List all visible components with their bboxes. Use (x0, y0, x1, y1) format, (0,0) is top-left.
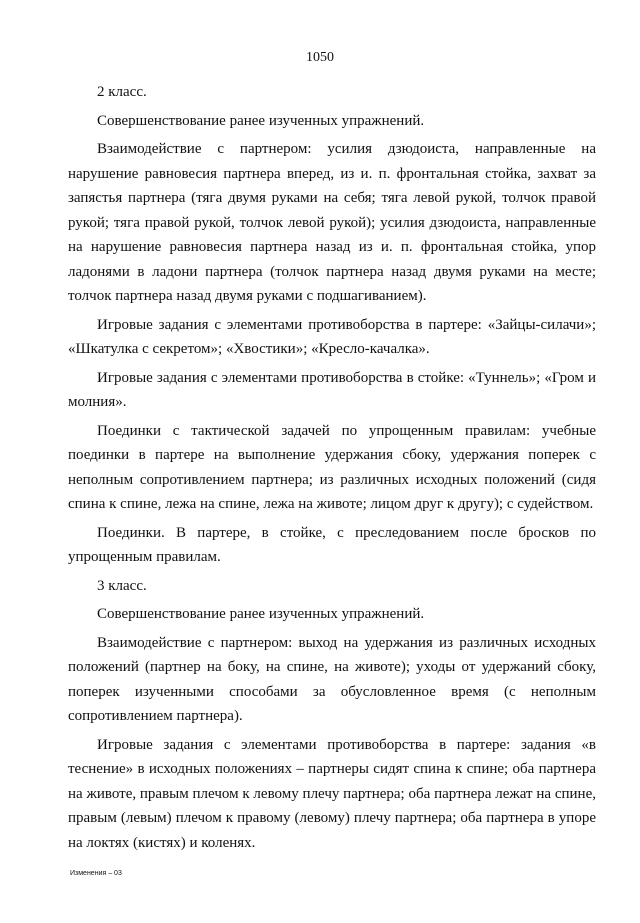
paragraph: Совершенствование ранее изученных упражнений. (97, 606, 425, 622)
paragraph: Поединки. В партере, в стойке, с преследованием после бросков по упрощенным правилам. (68, 524, 596, 565)
page-number: 1050 (306, 50, 334, 65)
footer-revision-note: Изменения – 03 (70, 870, 122, 877)
paragraph-grade-3-heading: 3 класс. (97, 577, 147, 594)
paragraph: Взаимодействие с партнером: выход на удержания из различных исходных положений (партнер на боку, на спине, на животе); уходы от удержаний сбоку, поперек изученными способами за обусловленное время (с неполным сопротивлением партнера). (68, 634, 596, 724)
document-body (68, 80, 596, 859)
paragraph: Игровые задания с элементами противоборства в партере: задания «в теснение» в исходных положениях – партнеры сидят спина к спине; оба партнера на животе, правым плечом к левому плечу партнера; оба партнера лежат на спине, правым (левым) плечом к правому (левому) плечу партнера; оба партнера в упоре на локтях (кистях) и коленях. (68, 736, 596, 851)
paragraph: Поединки с тактической задачей по упрощенным правилам: учебные поединки в партере на выполнение удержания сбоку, удержания поперек с неполным сопротивлением партнера; из различных исходных положений (сидя спина к спине, лежа на спине, лежа на животе; лицом друг к другу); с судейством. (68, 422, 596, 512)
paragraph: Игровые задания с элементами противоборства в стойке: «Туннель»; «Гром и молния». (68, 369, 596, 410)
paragraph: Совершенствование ранее изученных упражнений. (97, 112, 425, 129)
paragraph-grade-2-heading: 2 класс. (97, 84, 147, 100)
paragraph: Игровые задания с элементами противоборства в партере: «Зайцы-силачи»; «Шкатулка с секретом»; «Хвостики»; «Кресло-качалка». (68, 316, 596, 357)
paragraph: Взаимодействие с партнером: усилия дзюдоиста, направленные на нарушение равновесия партнера вперед, из и. п. фронтальная стойка, захват за запястья партнера (тяга двумя руками на себя; тяга левой рукой, толчок правой рукой; тяга правой рукой, толчок левой рукой); усилия дзюдоиста, направленные на нарушение равновесия партнера назад из и. п. фронтальная стойка, упор ладонями в ладони партнера (толчок партнера назад двумя руками на месте; толчок партнера назад двумя руками с подшагиванием). (68, 141, 596, 304)
